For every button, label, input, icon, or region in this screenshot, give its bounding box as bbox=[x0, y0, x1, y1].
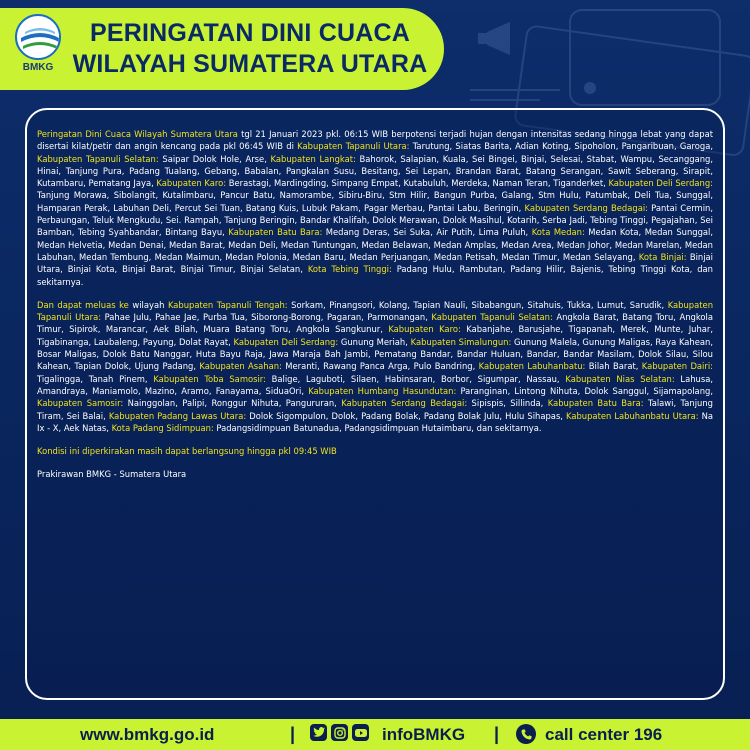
bmkg-logo bbox=[10, 14, 66, 84]
district-list: Saipar Dolok Hole, Arse, bbox=[158, 153, 271, 164]
title-line-2: WILAYAH SUMATERA UTARA bbox=[72, 50, 428, 78]
region-label: Kabupaten Tapanuli Selatan: bbox=[431, 312, 553, 323]
region-label: Kabupaten Batu Bara: bbox=[547, 398, 644, 409]
region-label: Kabupaten Serdang Bedagai: bbox=[524, 202, 648, 213]
region-label: Kota Medan: bbox=[531, 227, 585, 238]
region-label: Kota Binjai: bbox=[638, 251, 687, 262]
district-list: Bilah Barat, bbox=[585, 361, 642, 372]
region-label: Kabupaten Langkat: bbox=[270, 153, 356, 164]
page-title bbox=[60, 18, 440, 80]
region-label: Kabupaten Deli Serdang: bbox=[608, 178, 713, 189]
district-list: Lahusa, Amandraya, Maniamolo, Mazino, Aramo, Fanayama, SiduaOri, bbox=[37, 373, 713, 396]
district-list: tgl 21 Januari 2023 pkl. 06:15 WIB berpotensi terjadi hujan dengan intensitas sedang hingga lebat yang dapat disertai kilat/petir dan angin kencang pada pkl 06:45 WIB di bbox=[37, 129, 713, 152]
district-list: Sipispis, Sillinda, bbox=[467, 398, 548, 409]
region-label: Peringatan Dini Cuaca Wilayah Sumatera Utara bbox=[37, 129, 238, 139]
district-list: Berastagi, Mardingding, Simpang Empat, Kutabuluh, Merdeka, Naman Teran, Tiganderket, bbox=[226, 178, 609, 189]
bulletin-panel bbox=[25, 108, 725, 700]
youtube-icon[interactable] bbox=[352, 724, 369, 741]
instagram-icon[interactable] bbox=[331, 724, 348, 741]
district-list: Binjai Utara, Binjai Kota, Binjai Barat, Binjai Timur, Binjai Selatan, bbox=[37, 251, 713, 275]
duration-note: Kondisi ini diperkirakan masih dapat berlangsung hingga pkl 09:45 WIB bbox=[37, 446, 337, 457]
district-list: Kabanjahe, Barusjahe, Tigapanah, Merek, Munte, Juhar, Tigabinanga, Laubaleng, Payung, Dolat Rayat, bbox=[37, 324, 714, 347]
district-list: Medang Deras, Sei Suka, Air Putih, Lima Puluh, bbox=[322, 227, 532, 238]
logo-text: BMKG bbox=[22, 62, 54, 73]
district-list: Nainggolan, Palipi, Ronggur Nihuta, Pangururan, bbox=[123, 398, 342, 409]
footer-bar bbox=[0, 719, 750, 750]
region-label: Dan dapat meluas ke bbox=[37, 299, 129, 310]
region-label: Kabupaten Humbang Hasundutan: bbox=[308, 385, 457, 396]
region-label: Kabupaten Toba Samosir: bbox=[153, 373, 266, 384]
district-list: Paranginan, Lintong Nihuta, Dolok Sanggul, Sijamapolang, bbox=[456, 385, 713, 396]
district-list: Pahae Julu, Pahae Jae, Purba Tua, Siborong-Borong, Pagaran, Parmonangan, bbox=[101, 312, 432, 323]
region-label: Kabupaten Deli Serdang: bbox=[233, 336, 339, 347]
district-list: Balige, Laguboti, Silaen, Habinsaran, Borbor, Sigumpar, Nassau, bbox=[265, 373, 566, 384]
district-list: Tarutung, Siatas Barita, Adian Koting, Sipoholon, Pangaribuan, Garoga, bbox=[409, 141, 714, 152]
title-line-1: PERINGATAN DINI CUACA bbox=[90, 19, 410, 47]
region-label: Kabupaten Tapanuli Tengah: bbox=[167, 299, 288, 310]
district-list: Angkola Barat, Batang Toru, Angkola Timur, Sipirok, Marancar, Aek Bilah, Muara Batang Toru, Angkola Sangkunur, bbox=[37, 312, 713, 335]
region-label: Kabupaten Karo: bbox=[156, 178, 227, 189]
social-icons bbox=[310, 724, 369, 741]
region-label: Kabupaten Tapanuli Utara: bbox=[297, 141, 410, 152]
bmkg-emblem-icon bbox=[15, 14, 61, 60]
district-list: Tigalingga, Tanah Pinem, bbox=[37, 373, 154, 384]
district-list: Gunung Meriah, bbox=[338, 336, 411, 347]
phone-icon bbox=[516, 724, 536, 744]
region-label: Kabupaten Simalungun: bbox=[410, 336, 512, 347]
district-list: Padang Hulu, Rambutan, Padang Hilir, Bajenis, Tebing Tinggi Kota, dan sekitarnya. bbox=[37, 264, 713, 287]
region-label: Kabupaten Tapanuli Utara: bbox=[37, 299, 713, 323]
district-list: Sorkam, Pinangsori, Kolang, Tapian Nauli, Sibabangun, Sitahuis, Tukka, Lumut, Sarudik, bbox=[287, 299, 668, 310]
district-list: Talawi, Tanjung Tiram, Sei Balai, bbox=[37, 398, 713, 421]
district-list: Padangsidimpuan Batunadua, Padangsidimpuan Hutaimbaru, dan sekitarnya. bbox=[213, 422, 542, 433]
forecaster-signature: Prakirawan BMKG - Sumatera Utara bbox=[37, 469, 187, 480]
region-label: Kota Padang Sidimpuan: bbox=[111, 422, 214, 433]
footer-divider: | bbox=[290, 724, 296, 744]
call-center[interactable]: call center 196 bbox=[545, 725, 663, 744]
warning-paragraph bbox=[37, 128, 713, 288]
district-list: Bahorok, Salapian, Kuala, Sei Bingei, Binjai, Selesai, Stabat, Wampu, Secanggang, Hinai, Tanjung Pura, Padang Tualang, Gebang, Babalan, Pangkalan Susu, Besitang, Sei Lepan, Brandan Barat, Batang Serangan, Sawit Seberang, Sirapit, Kutambaru, Pematang Jaya, bbox=[37, 153, 714, 189]
region-label: Kabupaten Batu Bara: bbox=[228, 227, 323, 238]
region-label: Kabupaten Tapanuli Selatan: bbox=[37, 153, 159, 164]
region-label: Kabupaten Nias Selatan: bbox=[565, 373, 675, 384]
twitter-icon[interactable] bbox=[310, 724, 327, 741]
region-label: Kabupaten Karo: bbox=[388, 324, 461, 335]
region-label: Kabupaten Padang Lawas Utara: bbox=[108, 410, 247, 421]
region-label: Kabupaten Labuhanbatu Utara: bbox=[566, 410, 699, 421]
district-list: wilayah bbox=[128, 299, 168, 310]
website-link[interactable]: www.bmkg.go.id bbox=[80, 725, 215, 744]
region-label: Kabupaten Labuhanbatu: bbox=[478, 361, 586, 372]
region-label: Kota Tebing Tinggi: bbox=[307, 264, 392, 275]
district-list: Na Ix - X, Aek Natas, bbox=[37, 410, 713, 433]
extension-paragraph bbox=[37, 299, 713, 434]
district-list: Pantai Cermin, Perbaungan, Teluk Mengkudu, Sei. Rampah, Tanjung Beringin, Bandar Khalifah, Dolok Merawan, Dolok Masihul, Kotarih, Serba Jadi, Tebing Tinggi, Pegajahan, Sei Bamban, Tebing Syahbandar, Bintang Bayu, bbox=[37, 202, 713, 238]
district-list: Tanjung Morawa, Sibolangit, Kutalimbaru, Pancur Batu, Namorambe, Sibiru-Biru, Stm Hilir, Bangun Purba, Galang, Stm Hulu, Patumbak, Deli Tua, Sunggal, Hamparan Perak, Labuhan Deli, Percut Sei Tuan, Batang Kuis, Lubuk Pakam, Pagar Merbau, Pantai Labu, Beringin, bbox=[37, 190, 713, 213]
region-label: Kabupaten Asahan: bbox=[199, 361, 282, 372]
social-handle[interactable]: infoBMKG bbox=[382, 725, 466, 744]
header-banner bbox=[0, 8, 444, 90]
district-list: Dolok Sigompulon, Dolok, Padang Bolak, Padang Bolak Julu, Hulu Sihapas, bbox=[246, 410, 567, 421]
district-list: Gunung Malela, Gunung Maligas, Raya Kahean, Bosar Maligas, Dolok Batu Nanggar, Huta Bayu Raja, Jawa Maraja Bah Jambi, Pematang Bandar, Bandar Huluan, Bandar, Bandar Masilam, Dolok Silau, Silou Kahean, Tapian Dolok, Ujung Padang, bbox=[37, 336, 714, 372]
district-list: Medan Kota, Medan Sunggal, Medan Helvetia, Medan Denai, Medan Barat, Medan Deli, Medan Tuntungan, Medan Belawan, Medan Amplas, Medan Area, Medan Johor, Medan Marelan, Medan Labuhan, Medan Tembung, Medan Maimun, Medan Polonia, Medan Baru, Medan Perjuangan, Medan Petisah, Medan Timur, Medan Selayang, bbox=[37, 227, 714, 262]
region-label: Kabupaten Dairi: bbox=[641, 361, 713, 372]
footer-divider-2: | bbox=[494, 724, 500, 744]
district-list: Meranti, Rawang Panca Arga, Pulo Bandring, bbox=[281, 361, 479, 372]
region-label: Kabupaten Samosir: bbox=[37, 398, 124, 409]
region-label: Kabupaten Serdang Bedagai: bbox=[341, 398, 468, 409]
